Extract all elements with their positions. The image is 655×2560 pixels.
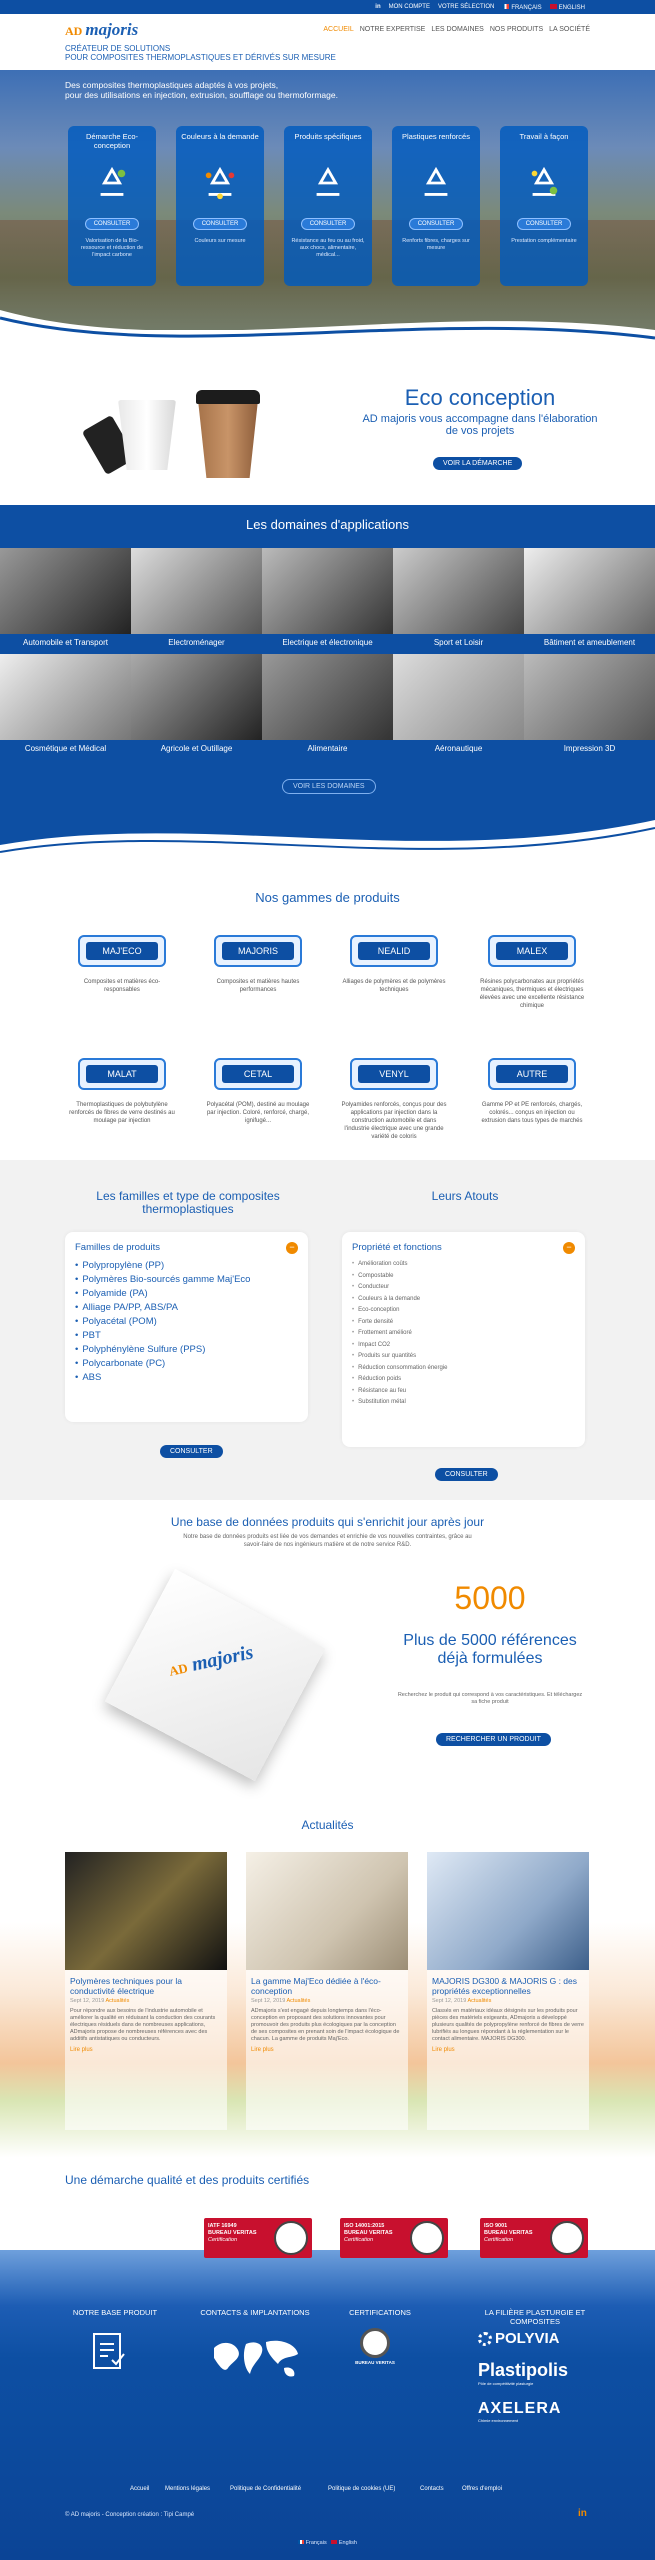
lang-fr-link[interactable]: FRANÇAIS [502,4,541,11]
flag-uk-icon [550,4,557,9]
footer-col-title: CONTACTS & IMPLANTATIONS [200,2308,310,2317]
footer-link-legal[interactable]: Mentions légales [165,2486,211,2492]
footer-link-contacts[interactable]: Contacts [420,2486,444,2492]
news-title: Actualités [301,1818,354,1832]
families-title: Les familles et type de composites thermoplastiques [96,1189,280,1216]
quality-title: Une démarche qualité et des produits certifiés [65,2173,310,2187]
domain-label: Sport et Loisir [433,638,484,647]
consult-button[interactable]: CONSULTER [193,218,248,230]
hero-card-custom[interactable]: Travail à façon CONSULTER Prestation complémentaire [500,126,588,286]
list-item[interactable]: • PBT [75,1329,298,1343]
hero-card-eco[interactable]: Démarche Eco-conception CONSULTER Valorisation de la Bio-ressource et réduction de l'impact carbone [68,126,156,286]
references-headline: Plus de 5000 références déjà formulées [403,1632,577,1667]
read-more-link[interactable]: Lire plus [432,2047,455,2053]
families-panel [65,1232,308,1422]
domain-label: Bâtiment et ameublement [543,638,636,647]
hero-wave [0,300,655,360]
recycle-icon [309,164,347,202]
range-autre[interactable]: AUTRE Gamme PP et PE renforcés, chargés, colorés... conçus en injection ou extrusion dans tous types de marchés [472,1058,592,1125]
read-more-link[interactable]: Lire plus [70,2047,93,2053]
copyright: © AD majoris - Conception création : Tipi Campé [65,2512,195,2518]
range-majeco[interactable]: MAJ'ECO Composites et matières éco-responsables [62,935,182,994]
world-map-icon[interactable] [208,2334,304,2387]
footer-lang-fr[interactable]: Français [305,2540,327,2546]
main-nav [323,26,590,33]
consult-button[interactable]: CONSULTER [409,218,464,230]
domain-tile-food[interactable] [262,654,393,740]
footer-col-title: NOTRE BASE PRODUIT [72,2308,158,2317]
domain-tile-automotive[interactable] [0,548,131,634]
list-item[interactable]: • Réduction poids [352,1374,575,1386]
cert-badge-iso9001: ISO 9001 BUREAU VERITAS Certification [480,2218,588,2258]
news-image [427,1852,589,1970]
eco-title: Eco conception [404,385,556,410]
footer-link-jobs[interactable]: Offres d'emploi [462,2486,503,2492]
domain-tile-medical[interactable] [0,654,131,740]
consult-button[interactable]: CONSULTER [301,218,356,230]
domain-label: Electrique et électronique [282,638,373,647]
footer-col-title: LA FILIÈRE PLASTURGIE ET COMPOSITES [484,2308,586,2326]
families-panel-title: Familles de produits [75,1242,161,1253]
list-item[interactable]: • Produits sur quantités [352,1351,575,1363]
list-item[interactable]: • Amélioration coûts [352,1259,575,1271]
kraft-cup-image [198,400,258,478]
nav-home[interactable]: ACCUEIL [323,26,354,33]
list-item[interactable]: • Polymères Bio-sourcés gamme Maj'Eco [75,1273,298,1287]
list-item[interactable]: • Compostable [352,1271,575,1283]
linkedin-icon[interactable]: in [375,4,381,10]
white-cup-image [118,400,176,470]
domains-wave [0,800,655,870]
hero-card-specific[interactable]: Produits spécifiques CONSULTER Résistance au feu ou au froid, aux chocs, alimentaire, médical... [284,126,372,286]
references-count: 5000 [454,1580,526,1616]
lang-en-link[interactable]: ENGLISH [550,4,585,11]
flag-fr-icon [502,4,509,9]
domain-label: Automobile et Transport [23,638,108,647]
bureau-veritas-seal-icon[interactable] [360,2328,390,2358]
recycle-colors-icon [201,164,239,202]
database-title: Une base de données produits qui s'enrichit jour après jour [170,1515,485,1529]
assets-consult-button[interactable]: CONSULTER [435,1463,498,1481]
hero-card-colors[interactable]: Couleurs à la demande CONSULTER Couleurs sur mesure [176,126,264,286]
cert-badge-iso14001: ISO 14001:2015 BUREAU VERITAS Certification [340,2218,448,2258]
domain-tile-building[interactable] [524,548,655,634]
domain-tile-sport[interactable] [393,548,524,634]
domain-tile-3d[interactable] [524,654,655,740]
flag-uk-icon [331,2540,337,2544]
collapse-icon[interactable]: − [286,1242,298,1254]
domain-label: Alimentaire [307,744,348,753]
domain-label: Impression 3D [563,744,616,753]
collapse-icon[interactable]: − [563,1242,575,1254]
range-malex[interactable]: MALEX Résines polycarbonates aux propriétés mécaniques, thermiques et électriques élevées avec une excellente résistance chimique [472,935,592,1010]
bureau-veritas-label: BUREAU VERITAS [355,2360,395,2365]
plastipolis-logo[interactable]: Plastipolis Pôle de compétitivité plasturgie [478,2360,569,2386]
my-account-link[interactable]: MON COMPTE [388,4,430,10]
nav-expertise[interactable]: NOTRE EXPERTISE [359,26,426,33]
range-nealid[interactable]: NEALID Alliages de polymères et de polymères techniques [334,935,454,994]
bureau-veritas-seal-icon [410,2221,444,2255]
domain-tile-aero[interactable] [393,654,524,740]
news-card[interactable]: La gamme Maj'Eco dédiée à l'éco-conception Sept 12, 2019 Actualités ADmajoris s'est engagé depuis longtemps dans l'éco-conception en proposant des solutions innovantes pour promouvoir des produits plus écologiques par la conception de ses composites en prenant soin de l'impact écologique de chacun. La gamme de produits Maj'Eco. Lire plus [246,1852,408,2130]
cup-lid-image [196,390,260,404]
list-item[interactable]: • Conducteur [352,1282,575,1294]
footer-lang [0,2540,655,2546]
domain-tile-electrical[interactable] [262,548,393,634]
product-sheet-icon[interactable] [92,2330,126,2375]
logo[interactable]: AD majoris [65,20,139,39]
list-item[interactable]: • Eco-conception [352,1305,575,1317]
list-item[interactable]: • Couleurs à la demande [352,1294,575,1306]
consult-button[interactable]: CONSULTER [85,218,140,230]
list-item[interactable]: • Frottement amélioré [352,1328,575,1340]
see-approach-button[interactable]: VOIR LA DÉMARCHE [433,452,522,470]
footer-col-title: CERTIFICATIONS [349,2308,411,2317]
read-more-link[interactable]: Lire plus [251,2047,274,2053]
tagline: CRÉATEUR DE SOLUTIONS POUR COMPOSITES THERMOPLASTIQUES ET DÉRIVÉS SUR MESURE [65,44,336,62]
ranges-title: Nos gammes de produits [255,890,400,905]
catalog-book-image [105,1569,326,1781]
footer-link-cookies[interactable]: Politique de cookies (UE) [328,2486,396,2492]
consult-button[interactable]: CONSULTER [517,218,572,230]
footer-link-home[interactable]: Accueil [130,2486,150,2492]
hero-card-reinforced[interactable]: Plastiques renforcés CONSULTER Renforts fibres, charges sur mesure [392,126,480,286]
range-cetal[interactable]: CETAL Polyacétal (POM), destiné au moulage par injection. Coloré, renforcé, chargé, ignifugé... [198,1058,318,1125]
domain-label: Agricole et Outillage [160,744,233,753]
news-image [65,1852,227,1970]
linkedin-icon[interactable]: in [578,2508,587,2519]
see-domains-button[interactable]: VOIR LES DOMAINES [282,775,376,794]
footer-link-privacy[interactable]: Politique de Confidentialité [230,2486,302,2492]
references-desc: Recherchez le produit qui correspond à vos caractéristiques. Et téléchargez sa fiche produit [397,1692,583,1705]
news-card[interactable]: Polymères techniques pour la conductivité électrique Sept 12, 2019 Actualités Pour répondre aux besoins de l'industrie automobile et améliorer la qualité en réduisant la conduction des courants électriques résiduels dans de nombreuses applications, ADmajoris propose de nombreuses références avec des additifs antistatiques ou conducteurs. Lire plus [65,1852,227,2130]
news-card[interactable]: MAJORIS DG300 & MAJORIS G : des propriétés exceptionnelles Sept 12, 2019 Actualités Classés en matériaux idéaux désignés sur les produits pour pièces des matériels exigeants, ADmajoris a développé plusieurs qualités de polypropylène renforcé de fibres de verre lubrifiés au longues répondant à la réglementation sur le contact alimentaire. MAJORIS DG300. Lire plus [427,1852,589,2130]
domains-title: Les domaines d'applications [246,517,409,532]
axelera-logo[interactable]: AXELERA Chimie environnement [478,2400,562,2423]
my-selection-link[interactable]: VOTRE SÉLECTION [437,4,495,10]
domain-tile-appliances[interactable] [131,548,262,634]
polyvia-icon [478,2332,492,2346]
range-malat[interactable]: MALAT Thermoplastiques de polybutylène renforcés de fibres de verre destinés au moulage par injection [62,1058,182,1125]
list-item[interactable]: • Impact CO2 [352,1340,575,1352]
list-item[interactable]: • Forte densité [352,1317,575,1329]
assets-title: Leurs Atouts [431,1189,499,1203]
hero-text: Des composites thermoplastiques adaptés à vos projets, pour des utilisations en injection, extrusion, soufflage ou thermoformage. [65,80,338,100]
assets-panel [342,1232,585,1447]
polyvia-logo[interactable]: POLYVIA [478,2330,559,2347]
eco-subtitle: AD majoris vous accompagne dans l'élaboration de vos projets [362,413,598,437]
list-item[interactable]: • Substitution métal [352,1397,575,1409]
list-item[interactable]: • Polycarbonate (PC) [75,1357,298,1371]
flag-fr-icon [298,2540,304,2544]
range-majoris[interactable]: MAJORIS Composites et matières hautes performances [198,935,318,994]
domain-label: Cosmétique et Médical [24,744,107,753]
list-item[interactable]: • Résistance au feu [352,1386,575,1398]
list-item[interactable]: • Alliage PA/PP, ABS/PA [75,1301,298,1315]
range-venyl[interactable]: VENYL Polyamides renforcés, conçus pour des applications par injection dans la construction automobile et dans l'industrie électrique avec une grande variété de coloris [334,1058,454,1141]
list-item[interactable]: • Polyphénylène Sulfure (PPS) [75,1343,298,1357]
recycle-hand-icon [525,164,563,202]
book-logo: AD majoris [167,1641,256,1679]
domain-label: Electroménager [168,638,225,647]
database-subtitle: Notre base de données produits est liée de vos demandes et enrichie de vos nouvelles contraintes, grâce au savoir-faire de nos ingénieurs matière et de notre service R&D. [183,1534,472,1548]
nav-products[interactable]: NOS PRODUITS [489,26,544,33]
domain-label: Aéronautique [434,744,483,753]
recycle-leaf-icon [93,164,131,202]
list-item[interactable]: • ABS [75,1371,298,1385]
top-bar [0,0,655,14]
nav-domains[interactable]: LES DOMAINES [431,26,484,33]
search-product-button[interactable]: RECHERCHER UN PRODUIT [436,1728,551,1746]
domain-tile-agri[interactable] [131,654,262,740]
assets-panel-title: Propriété et fonctions [352,1242,442,1253]
families-consult-button[interactable]: CONSULTER [160,1440,223,1458]
list-item[interactable]: • Polypropylène (PP) [75,1259,298,1273]
footer-lang-en[interactable]: English [338,2540,357,2546]
nav-company[interactable]: LA SOCIÉTÉ [549,26,590,33]
news-image [246,1852,408,1970]
list-item[interactable]: • Polyacétal (POM) [75,1315,298,1329]
list-item[interactable]: • Polyamide (PA) [75,1287,298,1301]
bureau-veritas-seal-icon [550,2221,584,2255]
recycle-icon [417,164,455,202]
bureau-veritas-seal-icon [274,2221,308,2255]
list-item[interactable]: • Réduction consommation énergie [352,1363,575,1375]
cert-badge-iatf: IATF 16949 BUREAU VERITAS Certification [204,2218,312,2258]
